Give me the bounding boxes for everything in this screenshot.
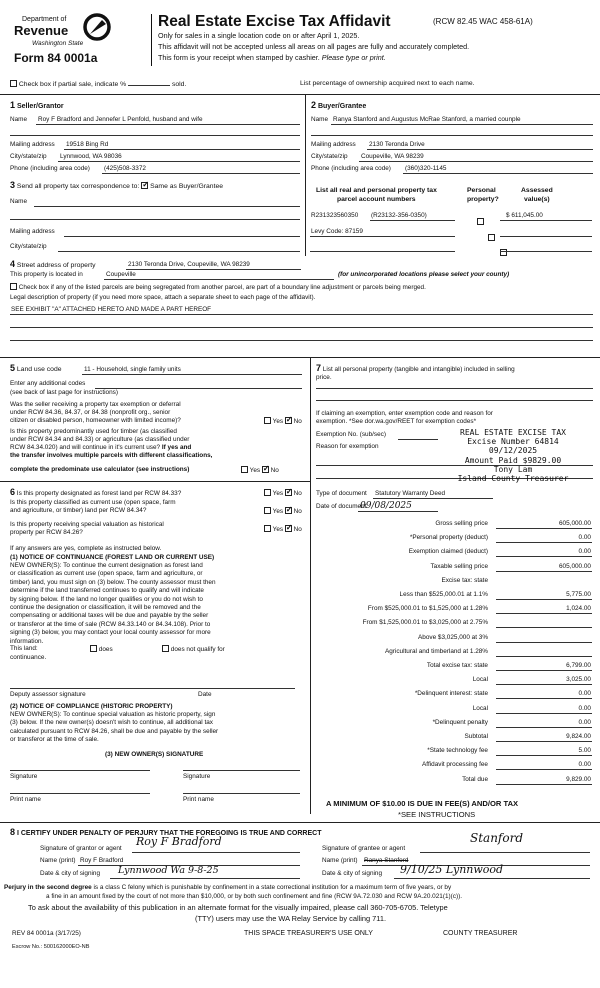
dept-line2: Revenue [14, 23, 69, 38]
list-percentage-note: List percentage of ownership acquired next to each name. [300, 80, 475, 87]
legal-description[interactable]: SEE EXHIBIT "A" ATTACHED HERETO AND MADE A PART HEREOF [11, 306, 212, 313]
seller-phone[interactable]: (425)508-3372 [104, 165, 146, 172]
notice-line: by signing below. If the land no longer qualifies or you do not wish to [10, 595, 203, 603]
calc-value[interactable]: 9,829.00 [566, 775, 591, 783]
calc-label: Above $3,025,000 at 3% [418, 633, 488, 641]
calc-value[interactable]: 1,024.00 [566, 605, 591, 613]
forest-yes-checkbox[interactable] [264, 489, 271, 496]
grantor-signature[interactable]: Roy F Bradford [136, 835, 222, 848]
grantee-signature[interactable]: Stanford [470, 831, 524, 845]
calc-value[interactable]: 0.00 [578, 704, 591, 712]
grantee-date-city[interactable]: 9/10/25 Lynnwood [400, 863, 504, 876]
header-line3: This form is your receipt when stamped by cashier. Please type or print. [158, 53, 386, 62]
notice-line: or transferor at the time of sale. [10, 736, 99, 744]
document-date[interactable]: 09/08/2025 [360, 501, 412, 511]
property-street[interactable]: 2130 Teronda Drive, Coupeville, WA 98239 [128, 261, 250, 268]
notice-line: NEW OWNER(S): To continue the current designation as forest land [10, 562, 203, 569]
calc-label: *Personal property (deduct) [409, 534, 488, 542]
calc-value[interactable]: 5.00 [578, 747, 591, 755]
calc-label: Affidavit processing fee [422, 761, 488, 769]
dept-line3: Washington State [32, 40, 84, 47]
notice-line: or transferor at the time of sale (RCW 84.33.140 or 84.34.108). Prior to [10, 620, 211, 628]
partial-pct-field[interactable] [128, 85, 170, 86]
calc-value[interactable]: 0.00 [578, 761, 591, 769]
calc-value[interactable]: 9,824.00 [566, 733, 591, 740]
grantee-print-name[interactable]: Ranya Stanford [364, 857, 409, 864]
calc-label: Taxable selling price [430, 562, 488, 570]
notice-line: (3) below. If the new owner(s) doesn't wish to continue, all additional tax [10, 719, 213, 727]
does-not-qualify-checkbox[interactable] [162, 645, 169, 652]
exemption-no-checkbox[interactable] [285, 417, 292, 424]
levy-code[interactable]: Levy Code: 87159 [311, 228, 363, 235]
exemption-yes-checkbox[interactable] [264, 417, 271, 424]
calc-value[interactable]: 3,025.00 [566, 676, 591, 684]
notice-line: calculated pursuant to RCW 84.26, shall be due and payable by the seller [10, 727, 219, 735]
current-use-no-checkbox[interactable] [285, 507, 292, 514]
personal-property-checkbox-1[interactable] [477, 218, 484, 225]
calc-value[interactable]: 6,799.00 [566, 662, 591, 669]
notice-line: signing (3) below, you may contact your local county assessor for more [10, 629, 211, 637]
notice-line: timber) land, you must sign on (3) below. The county assessor must then [10, 578, 216, 586]
see-instructions: *SEE INSTRUCTIONS [398, 810, 476, 819]
calc-label: From $525,000.01 to $1,525,000 at 1.28% [367, 605, 488, 613]
grantor-print-name[interactable]: Roy F Bradford [80, 857, 124, 864]
grantor-date-city[interactable]: Lynnwood Wa 9-8-25 [118, 865, 219, 876]
timber-yes-checkbox[interactable] [241, 466, 248, 473]
notice-line: or classification as current use (open space, farm and agriculture, or [10, 570, 203, 578]
parcel-1[interactable]: R231323560350 [311, 212, 359, 219]
current-use-yes-checkbox[interactable] [264, 507, 271, 514]
tax-correspondence-section: 3 Send all property tax correspondence to: ✓ Same as Buyer/Grantee Name Mailing address City/state/zip List all real and personal property tax parcel account numbers Personal property? Assessed value(s) R231323560350 (R23132-356-0350) $ 611,045.00 Levy Code: 87159 [0, 0, 600, 18]
calc-value[interactable]: 0.00 [578, 548, 591, 556]
header-divider [151, 14, 152, 66]
calc-label: Local [472, 704, 488, 712]
calc-label: Less than $525,000.01 at 1.1% [399, 591, 488, 598]
personal-property-checkbox-2[interactable] [488, 234, 495, 241]
segregated-checkbox[interactable] [10, 283, 17, 290]
document-type[interactable]: Statutory Warranty Deed [375, 490, 446, 497]
buyer-mailing[interactable]: 2130 Teronda Drive [369, 141, 425, 148]
historic-no-checkbox[interactable] [285, 525, 292, 532]
calc-label: Gross selling price [435, 520, 488, 527]
notice-line: information. [10, 637, 44, 645]
calc-label: Excise tax: state [441, 576, 488, 584]
parcel-1-alt: (R23132-356-0350) [371, 212, 427, 219]
form-number: Form 84 0001a [14, 51, 98, 65]
calc-label: *Delinquent interest: state [414, 690, 488, 698]
calc-label: Local [472, 676, 488, 684]
header-line1: Only for sales in a single location code on or after April 1, 2025. [158, 31, 360, 40]
calc-value[interactable]: 0.00 [578, 690, 591, 698]
timber-no-checkbox[interactable] [262, 466, 269, 473]
notice-line: compensating or additional taxes will be due and payable by the seller [10, 612, 209, 620]
seller-name[interactable]: Roy F Bradford and Jennefer L Penfold, husband and wife [38, 116, 203, 123]
calc-label: Exemption claimed (deduct) [408, 548, 488, 556]
calc-value[interactable]: 0.00 [578, 534, 591, 542]
buyer-city[interactable]: Coupeville, WA 98239 [361, 153, 424, 160]
seller-city[interactable]: Lynnwood, WA 98036 [60, 153, 122, 160]
does-qualify-checkbox[interactable] [90, 645, 97, 652]
header-line2: This affidavit will not be accepted unless all areas on all pages are fully and accurately completed. [158, 42, 470, 51]
calc-label: Subtotal [464, 733, 488, 740]
calc-label: Agricultural and timberland at 1.28% [384, 647, 488, 655]
partial-sale-checkbox[interactable] [10, 80, 17, 87]
calc-label: *Delinquent penalty [432, 718, 488, 726]
form-title: Real Estate Excise Tax Affidavit [158, 13, 391, 30]
same-as-buyer-checkbox[interactable] [141, 182, 148, 189]
calc-value[interactable]: 0.00 [578, 718, 591, 726]
forest-no-checkbox[interactable] [285, 489, 292, 496]
buyer-name[interactable]: Ranya Stanford and Augustus McRae Stanford, a married counple [333, 116, 521, 123]
notice-line: continue the designation or classification, it will be removed and the [10, 604, 201, 611]
property-location[interactable]: Coupeville [106, 271, 136, 278]
column-divider-mid [310, 357, 311, 814]
dor-logo-icon [82, 12, 112, 42]
calc-label: *State technology fee [427, 747, 488, 755]
historic-yes-checkbox[interactable] [264, 525, 271, 532]
calc-label: Total excise tax: state [426, 662, 488, 669]
notice-line: NEW OWNER(S): To continue special valuation as historic property, sign [10, 711, 216, 718]
calc-label: Total due [462, 775, 488, 783]
calc-value[interactable]: 5,775.00 [566, 591, 591, 598]
calc-label: From $1,525,000.01 to $3,025,000 at 2.75% [362, 619, 488, 627]
dept-line1: Department of [22, 16, 67, 23]
calc-value[interactable]: 605,000.00 [559, 520, 591, 527]
land-use-code[interactable]: 11 - Household, single family units [84, 366, 181, 373]
minimum-notice: A MINIMUM OF $10.00 IS DUE IN FEE(S) AND/OR TAX [326, 799, 519, 808]
treasurer-stamp: REAL ESTATE EXCISE TAX Excise Number 64814 09/12/2025 Amount Paid $9829.00 Tony Lam Island County Treasurer [457, 428, 569, 483]
assessed-value-1[interactable]: $ 611,045.00 [506, 212, 543, 219]
partial-sale-row: Check box if partial sale, indicate % sold. [10, 80, 186, 89]
seller-mailing[interactable]: 19518 Bing Rd [66, 141, 109, 148]
buyer-phone[interactable]: (360)320-1145 [405, 165, 447, 172]
calc-value[interactable]: 605,000.00 [559, 562, 591, 570]
rcw-ref: (RCW 82.45 WAC 458-61A) [433, 17, 533, 26]
notice-line: determine if the land transferred continues to qualify and will indicate [10, 587, 204, 595]
